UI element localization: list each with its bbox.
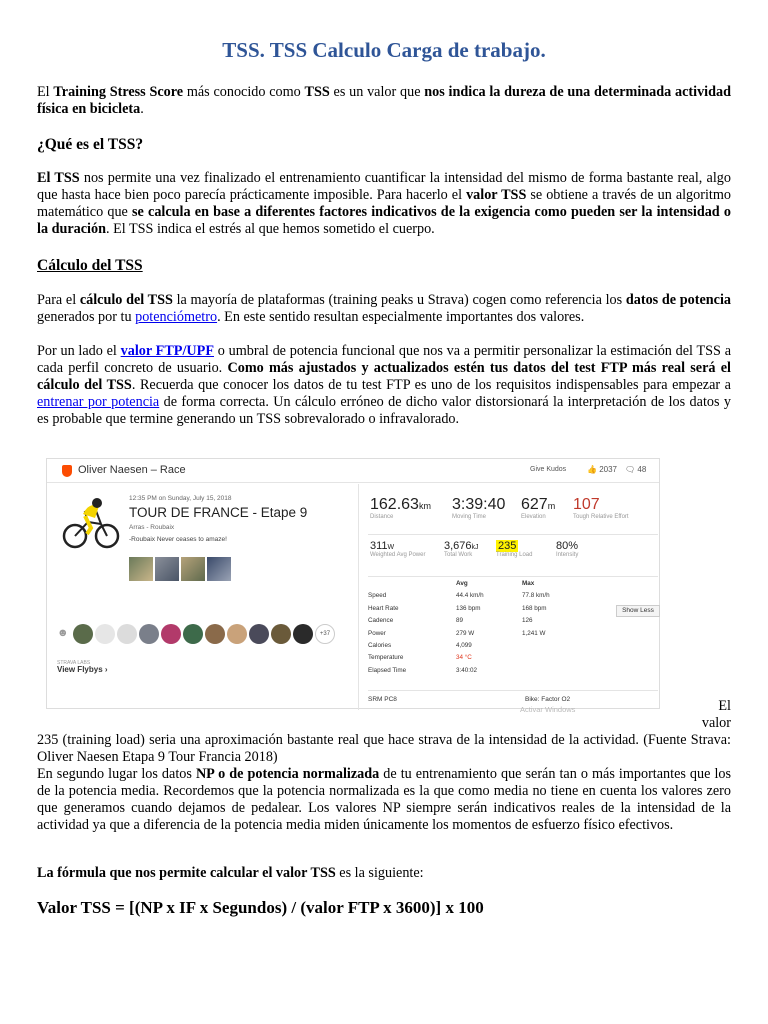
divider	[368, 534, 658, 535]
text: Para el	[37, 292, 80, 308]
bold-text: datos de potencia	[625, 292, 731, 308]
weighted-power-label: Weighted Avg Power	[370, 552, 426, 558]
row-max: 126	[522, 617, 533, 625]
header-avg: Avg	[456, 580, 468, 587]
stat-weighted-power	[370, 540, 430, 559]
row-max: 168 bpm	[522, 604, 547, 612]
bold-text: La fórmula que nos permite calcular el valor TSS	[37, 865, 336, 881]
strava-activity-card	[46, 458, 660, 714]
avatar[interactable]	[271, 624, 291, 644]
avatar[interactable]	[249, 624, 269, 644]
kudos-count-value: 2037	[599, 465, 617, 474]
section-heading-que-es: ¿Qué es el TSS?	[37, 136, 144, 153]
text: de forma correcta. Un cálculo erróneo de dicho valor distorsionará la interpretación de los datos y es probable que termine generando un TSS sobrevalorado o infravalorado.	[37, 394, 731, 427]
strava-header	[47, 459, 659, 483]
comments-count-value: 48	[637, 465, 647, 474]
text: El	[37, 84, 54, 100]
activity-photo[interactable]	[129, 557, 153, 581]
bold-text: nos indica la dureza de una determinada actividad física en bicicleta	[37, 84, 731, 117]
strava-labs-label: STRAVA LABS	[57, 660, 91, 666]
training-load-value: 235	[498, 540, 517, 552]
weighted-power-unit: W	[387, 544, 395, 551]
text: . En este sentido resultan especialmente importantes dos valores.	[217, 309, 585, 325]
row-avg: 89	[456, 617, 464, 625]
row-avg: 136 bpm	[456, 604, 481, 612]
text: . Recuerda que conocer los datos de tu test FTP es uno de los requisitos indispensables para empezar a	[131, 377, 731, 393]
avatar[interactable]	[293, 624, 313, 644]
total-work-label: Total Work	[444, 552, 473, 558]
comments-count[interactable]: 🗨 48	[625, 465, 647, 474]
avatar[interactable]	[73, 624, 93, 644]
view-flybys-link[interactable]: View Flybys ›	[57, 665, 108, 674]
np-paragraph	[37, 766, 731, 834]
windows-watermark: Activar Windows	[520, 705, 576, 714]
page-title: TSS. TSS Calculo Carga de trabajo.	[222, 38, 546, 62]
potenciometro-link[interactable]: potenciómetro	[135, 309, 218, 325]
bold-text: se calcula en base a diferentes factores indicativos de la exigencia como pueden ser la intensidad o la duración	[37, 204, 731, 237]
stat-relative-effort	[573, 496, 629, 521]
activity-summary	[47, 484, 359, 710]
avatar[interactable]	[95, 624, 115, 644]
calculo-paragraph-2	[37, 343, 731, 428]
training-load-label: Training Load	[496, 552, 533, 558]
relative-effort-value: 107	[573, 496, 600, 513]
section-heading-calculo: Cálculo del TSS	[37, 257, 143, 274]
text: .	[140, 101, 144, 117]
caption-el-valor: El valor	[701, 698, 731, 731]
bold-text: TSS	[304, 84, 330, 100]
row-label: Elapsed Time	[368, 666, 407, 674]
avatar[interactable]	[139, 624, 159, 644]
row-max: 77.8 km/h	[522, 592, 550, 600]
stat-total-work	[444, 540, 479, 559]
photo-strip	[129, 557, 231, 581]
bold-text: cálculo del TSS	[79, 292, 173, 308]
bold-text: El TSS	[37, 170, 80, 186]
text: se obtiene a través de un algoritmo matemático que	[37, 187, 731, 220]
text: de tu entrenamiento que serán tan o más importantes que los de la potencia media. Recordemos que la potencia normalizada es la que como media no tiene en cuenta los valores zero que generamos cuando dejamos de pedalear. Los valores NP siempre serán indicativos reales de la intensidad de la actividad ya que a diferencia de la potencia media miden únicamente los momentos de esfuerzo físico efectivos.	[37, 766, 732, 833]
tss-formula: Valor TSS = [(NP x IF x Segundos) / (valor FTP x 3600)] x 100	[37, 898, 484, 917]
row-label: Calories	[368, 641, 392, 649]
intro-paragraph	[37, 84, 731, 118]
moving-time-label: Moving Time	[452, 514, 487, 520]
text: más conocido como	[183, 84, 305, 100]
group-avatars	[57, 624, 335, 644]
text: es un valor que	[329, 84, 425, 100]
device-name: SRM PC8	[368, 696, 397, 703]
group-icon: ☻	[57, 627, 69, 639]
weighted-power-value: 311	[370, 540, 388, 552]
athlete-name[interactable]: Oliver Naesen – Race	[78, 464, 186, 476]
section1-paragraph	[37, 170, 731, 238]
total-work-unit: kJ	[471, 544, 479, 551]
formula-intro	[37, 865, 731, 882]
elevation-value: 627	[521, 496, 548, 513]
valor-ftp-link[interactable]: valor FTP/UPF	[120, 343, 214, 359]
show-less-button[interactable]: Show Less	[616, 605, 660, 617]
row-avg: 44.4 km/h	[456, 592, 484, 600]
avatar[interactable]	[161, 624, 181, 644]
text: . El TSS indica el estrés al que hemos sometido el cuerpo.	[105, 221, 435, 237]
avatar[interactable]	[117, 624, 137, 644]
bold-text: valor TSS	[466, 187, 527, 203]
row-label: Cadence	[368, 617, 394, 625]
row-avg: 34 °C	[456, 654, 472, 662]
text: nos permite una vez finalizado el entrenamiento cuantificar la intensidad del mismo de forma bastante real, algo que hasta hace bien poco parecía prácticamente imposible. Para hacerlo el	[37, 170, 731, 203]
row-avg: 4,099	[456, 641, 472, 649]
caption-paragraph	[37, 698, 731, 766]
stat-elevation	[521, 496, 555, 521]
stat-moving-time	[452, 496, 505, 521]
row-label: Speed	[368, 592, 387, 600]
distance-label: Distance	[370, 514, 394, 520]
text: la mayoría de plataformas (training peaks u Strava) cogen como referencia los	[172, 292, 626, 308]
elevation-label: Elevation	[521, 514, 546, 520]
text: es la siguiente:	[335, 865, 424, 881]
activity-date: 12:35 PM on Sunday, July 15, 2018	[129, 495, 232, 502]
activity-stats	[360, 484, 661, 714]
row-avg: 3:40:02	[456, 666, 478, 674]
strava-shield-icon	[62, 465, 72, 477]
distance-value: 162.63	[370, 496, 419, 513]
avatar[interactable]	[205, 624, 225, 644]
activity-description: -Roubaix Never ceases to amaze!	[129, 536, 227, 543]
elevation-unit: m	[547, 501, 556, 511]
kudos-count[interactable]: 👍 2037	[587, 465, 617, 474]
moving-time-value: 3:39:40	[452, 496, 506, 513]
give-kudos-button[interactable]: Give Kudos	[530, 466, 567, 473]
text: o umbral de potencia funcional que nos va a permitir personalizar la estimación del TSS a cada perfil concreto de usuario.	[37, 343, 732, 376]
row-label: Power	[368, 629, 386, 637]
more-avatars-count[interactable]: +37	[315, 624, 335, 644]
header-max: Max	[522, 580, 535, 587]
bold-text: Como más ajustados y actualizados estén tus datos del test FTP más real será el cálculo del TSS	[37, 360, 731, 393]
bold-text: Training Stress Score	[53, 84, 184, 100]
row-max: 1,241 W	[522, 629, 546, 637]
entrenar-por-potencia-link[interactable]: entrenar por potencia	[37, 394, 160, 410]
activity-photo[interactable]	[155, 557, 179, 581]
bike-name: Bike: Factor O2	[525, 696, 571, 703]
stat-training-load	[496, 540, 532, 559]
activity-photo[interactable]	[181, 557, 205, 581]
distance-unit: km	[418, 501, 431, 511]
intensity-value: 80%	[556, 540, 579, 552]
row-avg: 279 W	[456, 629, 475, 637]
intensity-label: Intensity	[556, 552, 579, 558]
activity-location: Arras - Roubaix	[129, 524, 175, 531]
calculo-paragraph-1	[37, 292, 731, 326]
avatar[interactable]	[227, 624, 247, 644]
relative-effort-label: Tough Relative Effort	[573, 514, 629, 520]
activity-name: TOUR DE FRANCE - Etape 9	[129, 505, 308, 520]
text: generados por tu	[37, 309, 136, 325]
activity-photo[interactable]	[207, 557, 231, 581]
caption-text: 235 (training load) seria una aproximación bastante real que hace strava de la intensidad de la actividad. (Fuente Strava: Oliver Naesen Etapa 9 Tour Francia 2018)	[37, 732, 731, 765]
avatar[interactable]	[183, 624, 203, 644]
row-label: Heart Rate	[368, 604, 399, 612]
bold-text: NP o de potencia normalizada	[195, 766, 380, 782]
stat-distance	[370, 496, 431, 521]
divider	[368, 576, 658, 577]
total-work-value: 3,676	[444, 540, 472, 552]
text: Por un lado el	[37, 343, 121, 359]
divider	[368, 690, 658, 691]
cyclist-image	[61, 494, 119, 552]
text: En segundo lugar los datos	[37, 766, 196, 782]
stat-intensity	[556, 540, 578, 559]
row-label: Temperature	[368, 654, 404, 662]
